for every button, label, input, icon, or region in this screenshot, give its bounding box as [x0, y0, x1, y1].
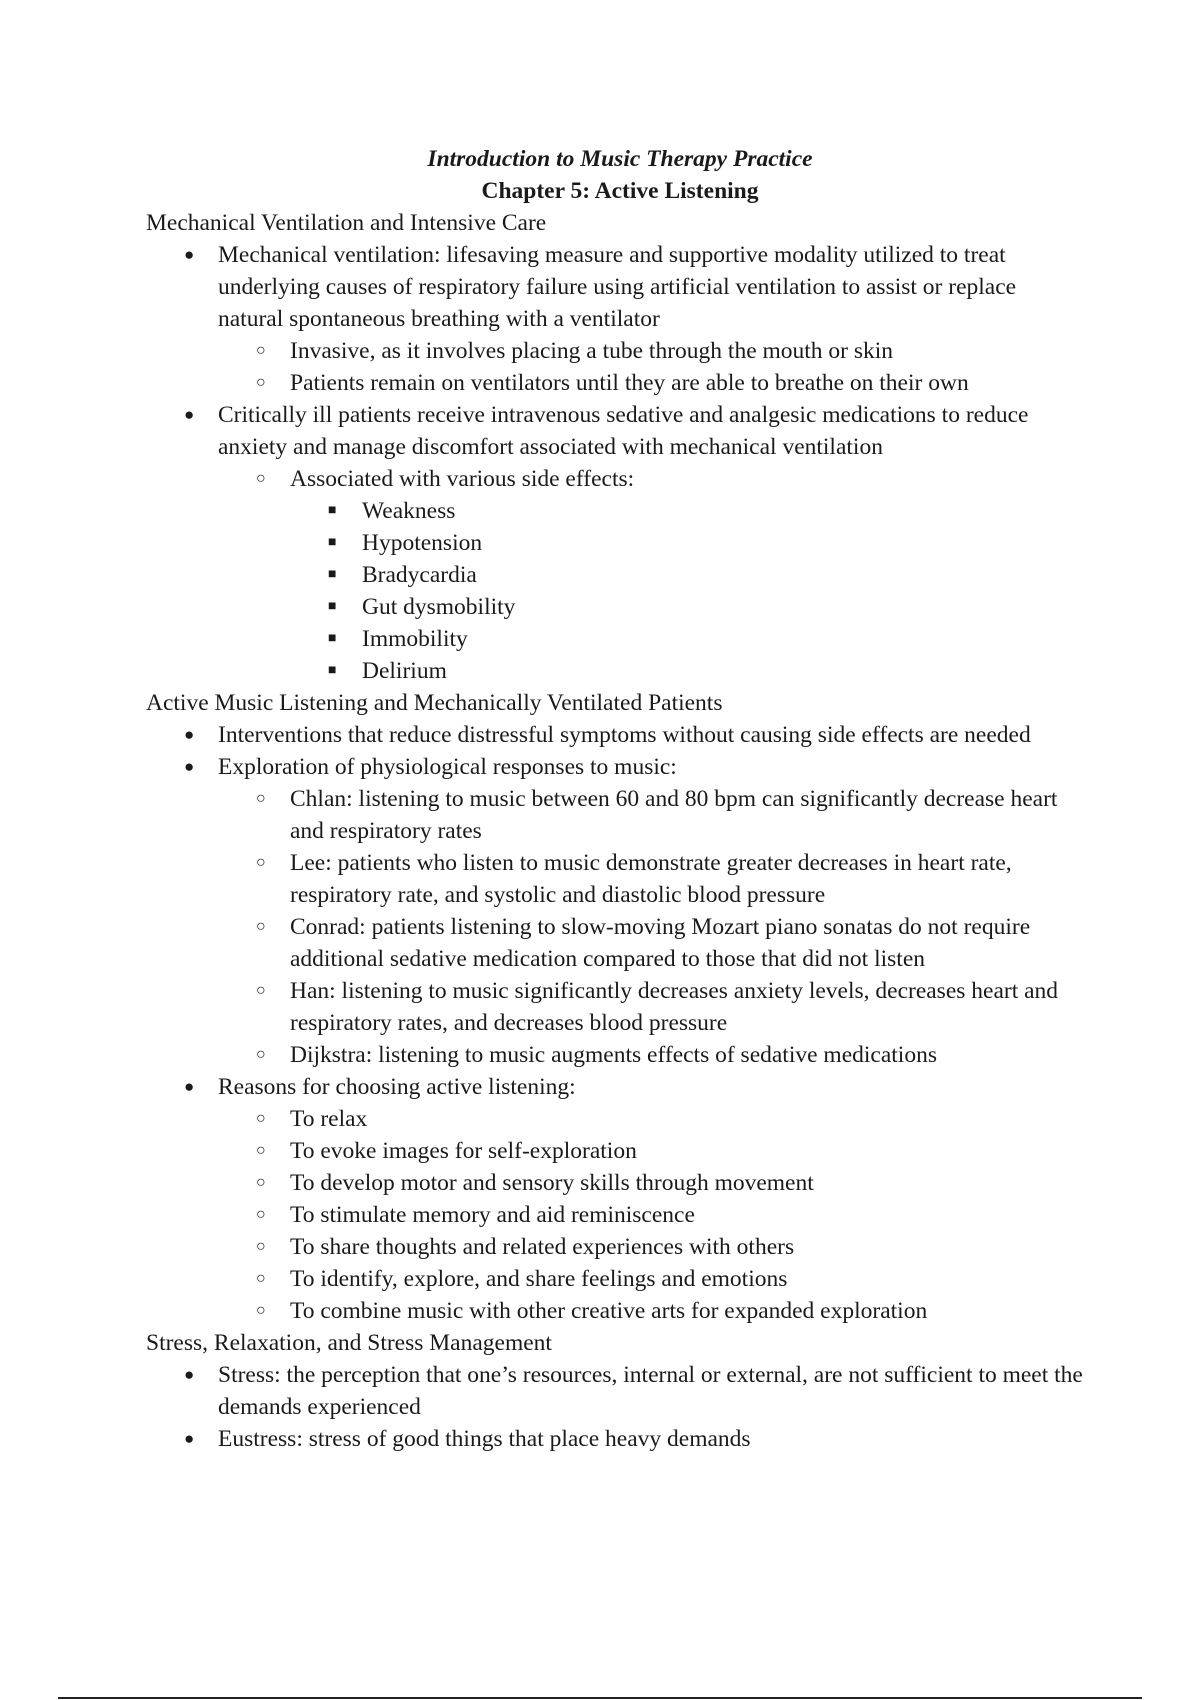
list-item — [146, 719, 1086, 751]
sub-list — [218, 463, 1086, 687]
list-item-text: Exploration of physiological responses to music: — [218, 754, 677, 780]
list-item — [146, 1071, 1086, 1327]
chapter-title: Chapter 5: Active Listening — [481, 178, 759, 204]
list-item — [146, 1423, 1086, 1455]
notes-content — [146, 207, 1086, 1455]
list-item: ○ Han: listening to music significantly decreases anxiety levels, decreases heart and respiratory rates, and decreases blood pressure — [218, 975, 1086, 1039]
sub-list — [218, 335, 1086, 399]
section-heading: Active Music Listening and Mechanically Ventilated Patients — [146, 690, 723, 716]
list-item — [218, 463, 1086, 687]
title-block — [0, 143, 1200, 207]
side-effect-item: ■ Bradycardia — [290, 559, 1086, 591]
list-item: ○ To identify, explore, and share feelings and emotions — [218, 1263, 1086, 1295]
list-item-text: Critically ill patients receive intravenous sedative and analgesic medications to reduce anxiety and manage discomfort associated with mechanical ventilation — [218, 402, 1029, 460]
list-item: ○ Chlan: listening to music between 60 and 80 bpm can significantly decrease heart and respiratory rates — [218, 783, 1086, 847]
side-effect-item: ■ Hypotension — [290, 527, 1086, 559]
list-item: ○ To relax — [218, 1103, 1086, 1135]
list-item: ○ To stimulate memory and aid reminiscence — [218, 1199, 1086, 1231]
section-heading: Mechanical Ventilation and Intensive Care — [146, 210, 547, 236]
list-item — [146, 751, 1086, 1071]
side-effect-item: ■ Weakness — [290, 495, 1086, 527]
list-item — [146, 1359, 1086, 1423]
bullet-list — [146, 239, 1086, 687]
list-item: ○ To evoke images for self-exploration — [218, 1135, 1086, 1167]
bullet-list — [146, 719, 1086, 1327]
document-title: Introduction to Music Therapy Practice — [427, 146, 813, 172]
list-item-text: Stress: the perception that one’s resources, internal or external, are not sufficient to meet the demands experienced — [218, 1362, 1083, 1420]
list-item-text: Mechanical ventilation: lifesaving measure and supportive modality utilized to treat underlying causes of respiratory failure using artificial ventilation to assist or replace natural spontaneous breathing with a ventilator — [218, 242, 1017, 332]
side-effects-list — [290, 495, 1086, 687]
bullet-list — [146, 1359, 1086, 1455]
list-item — [146, 239, 1086, 399]
list-item: ○ Lee: patients who listen to music demonstrate greater decreases in heart rate, respiratory rate, and systolic and diastolic blood pressure — [218, 847, 1086, 911]
sub-list — [218, 783, 1086, 1071]
list-item: ○ To develop motor and sensory skills through movement — [218, 1167, 1086, 1199]
list-item: ○ To share thoughts and related experiences with others — [218, 1231, 1086, 1263]
section-heading: Stress, Relaxation, and Stress Management — [146, 1330, 552, 1356]
list-item-text: Interventions that reduce distressful symptoms without causing side effects are needed — [218, 722, 1031, 748]
list-item: ○ Dijkstra: listening to music augments effects of sedative medications — [218, 1039, 1086, 1071]
list-item-text: Associated with various side effects: — [290, 466, 635, 492]
side-effect-item: ■ Gut dysmobility — [290, 591, 1086, 623]
side-effect-item: ■ Delirium — [290, 655, 1086, 687]
side-effect-item: ■ Immobility — [290, 623, 1086, 655]
page-bottom-divider — [58, 1697, 1142, 1699]
list-item: ○ To combine music with other creative arts for expanded exploration — [218, 1295, 1086, 1327]
list-item-text: Reasons for choosing active listening: — [218, 1074, 576, 1100]
list-item-text: Eustress: stress of good things that place heavy demands — [218, 1426, 751, 1452]
list-item: ○ Conrad: patients listening to slow-moving Mozart piano sonatas do not require additional sedative medication compared to those that did not listen — [218, 911, 1086, 975]
list-item — [146, 399, 1086, 687]
list-item: ○ Invasive, as it involves placing a tube through the mouth or skin — [218, 335, 1086, 367]
sub-list — [218, 1103, 1086, 1327]
list-item: ○ Patients remain on ventilators until they are able to breathe on their own — [218, 367, 1086, 399]
